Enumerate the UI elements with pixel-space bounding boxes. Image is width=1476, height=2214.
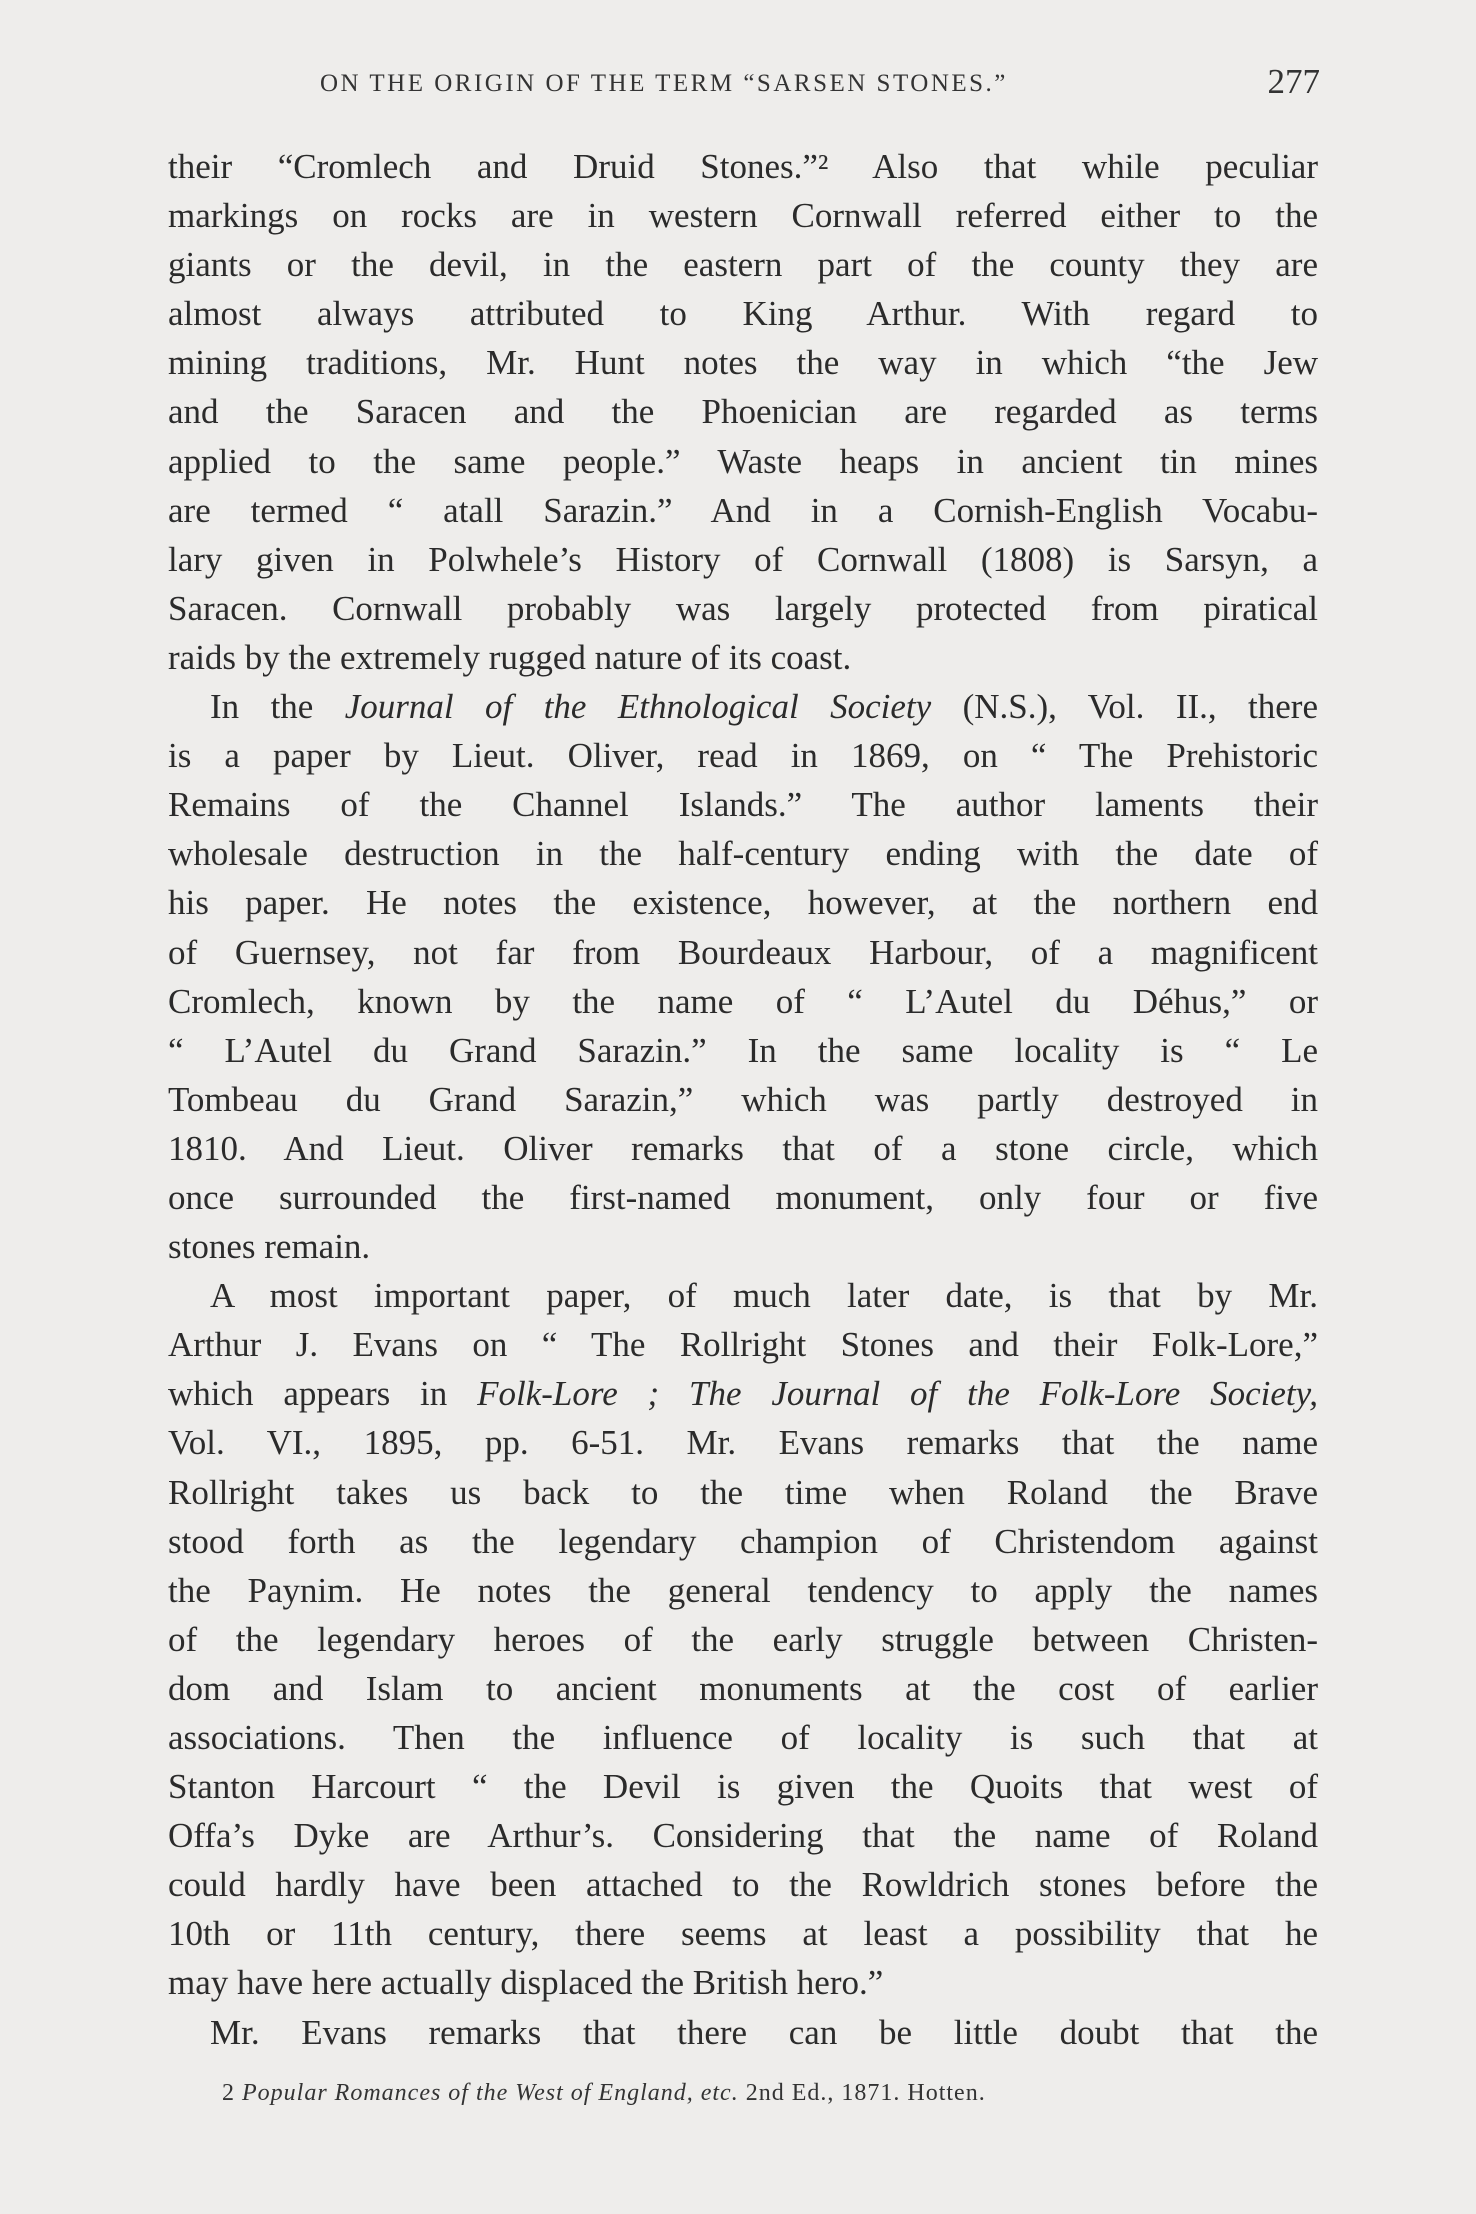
text-line: wholesale destruction in the half-century ending with the date of bbox=[168, 834, 1318, 874]
text-line: 10th or 11th century, there seems at least a possibility that he bbox=[168, 1914, 1318, 1954]
text-segment: (N.S.), Vol. II., there bbox=[931, 687, 1318, 727]
text-line: stones remain. bbox=[168, 1227, 371, 1267]
text-line: Cromlech, known by the name of “ L’Autel du Déhus,” or bbox=[168, 981, 1318, 1021]
journal-title: Journal of the Ethnological Society bbox=[344, 687, 932, 727]
running-head bbox=[170, 62, 1320, 112]
text-line: could hardly have been attached to the Rowldrich stones before the bbox=[168, 1865, 1318, 1905]
paragraph-start-line bbox=[168, 682, 1318, 731]
journal-title: Folk-Lore ; The Journal of the Folk-Lore Society, bbox=[477, 1374, 1318, 1414]
text-line: their “Cromlech and Druid Stones.”² Also that while peculiar bbox=[168, 147, 1318, 186]
text-line: Vol. VI., 1895, pp. 6-51. Mr. Evans remarks that the name bbox=[168, 1423, 1318, 1463]
text-line: of Guernsey, not far from Bourdeaux Harbour, of a magnificent bbox=[168, 932, 1318, 972]
text-line: Rollright takes us back to the time when Roland the Brave bbox=[168, 1472, 1318, 1512]
text-line: stood forth as the legendary champion of Christendom against bbox=[168, 1521, 1318, 1561]
text-line: applied to the same people.” Waste heaps in ancient tin mines bbox=[168, 441, 1318, 481]
text-line: associations. Then the influence of locality is such that at bbox=[168, 1718, 1318, 1757]
text-line: his paper. He notes the existence, however, at the northern end bbox=[168, 883, 1318, 923]
text-line: almost always attributed to King Arthur. With regard to bbox=[168, 294, 1318, 334]
text-line: the Paynim. He notes the general tendency to apply the names bbox=[168, 1570, 1318, 1610]
text-line: mining traditions, Mr. Hunt notes the way in which “the Jew bbox=[168, 343, 1318, 383]
text-line: “ L’Autel du Grand Sarazin.” In the same locality is “ Le bbox=[168, 1030, 1318, 1070]
footnote-title: Popular Romances of the West of England, etc. bbox=[242, 2080, 739, 2106]
text-line: Offa’s Dyke are Arthur’s. Considering that the name of Roland bbox=[168, 1816, 1318, 1856]
text-line: lary given in Polwhele’s History of Cornwall (1808) is Sarsyn, a bbox=[168, 539, 1318, 579]
footnote-number: 2 bbox=[222, 2080, 235, 2106]
paragraph-start-line: Mr. Evans remarks that there can be little doubt that the bbox=[210, 2012, 1318, 2052]
text-segment: In the bbox=[210, 687, 345, 727]
text-line: and the Saracen and the Phoenician are regarded as terms bbox=[168, 392, 1318, 432]
text-line: of the legendary heroes of the early struggle between Christen- bbox=[168, 1619, 1318, 1659]
text-line: are termed “ atall Sarazin.” And in a Cornish-English Vocabu- bbox=[168, 490, 1318, 530]
text-line: may have here actually displaced the British hero.” bbox=[168, 1963, 884, 2003]
footnote bbox=[222, 2080, 986, 2107]
text-line: Remains of the Channel Islands.” The author laments their bbox=[168, 785, 1318, 825]
text-line: 1810. And Lieut. Oliver remarks that of a stone circle, which bbox=[168, 1128, 1318, 1168]
page-number: 277 bbox=[1267, 62, 1320, 101]
text-line: Saracen. Cornwall probably was largely protected from piratical bbox=[168, 588, 1318, 628]
text-line: giants or the devil, in the eastern part of the county they are bbox=[168, 245, 1318, 285]
body-text bbox=[168, 142, 1318, 2057]
paragraph-start-line: A most important paper, of much later date, is that by Mr. bbox=[210, 1276, 1318, 1316]
text-line: Tombeau du Grand Sarazin,” which was partly destroyed in bbox=[168, 1079, 1318, 1119]
text-line bbox=[168, 1369, 1318, 1418]
text-line: is a paper by Lieut. Oliver, read in 1869, on “ The Prehistoric bbox=[168, 736, 1318, 776]
text-line: Stanton Harcourt “ the Devil is given the Quoits that west of bbox=[168, 1767, 1318, 1807]
footnote-text: 2nd Ed., 1871. Hotten. bbox=[738, 2080, 986, 2106]
text-segment: which appears in bbox=[168, 1374, 478, 1414]
text-line: once surrounded the first-named monument, only four or five bbox=[168, 1177, 1318, 1217]
text-line: raids by the extremely rugged nature of its coast. bbox=[168, 637, 852, 677]
text-line: Arthur J. Evans on “ The Rollright Stones and their Folk-Lore,” bbox=[168, 1325, 1318, 1365]
text-line: markings on rocks are in western Cornwall referred either to the bbox=[168, 196, 1318, 236]
running-title: ON THE ORIGIN OF THE TERM “SARSEN STONES.” bbox=[320, 70, 1008, 97]
text-line: dom and Islam to ancient monuments at the cost of earlier bbox=[168, 1668, 1318, 1708]
